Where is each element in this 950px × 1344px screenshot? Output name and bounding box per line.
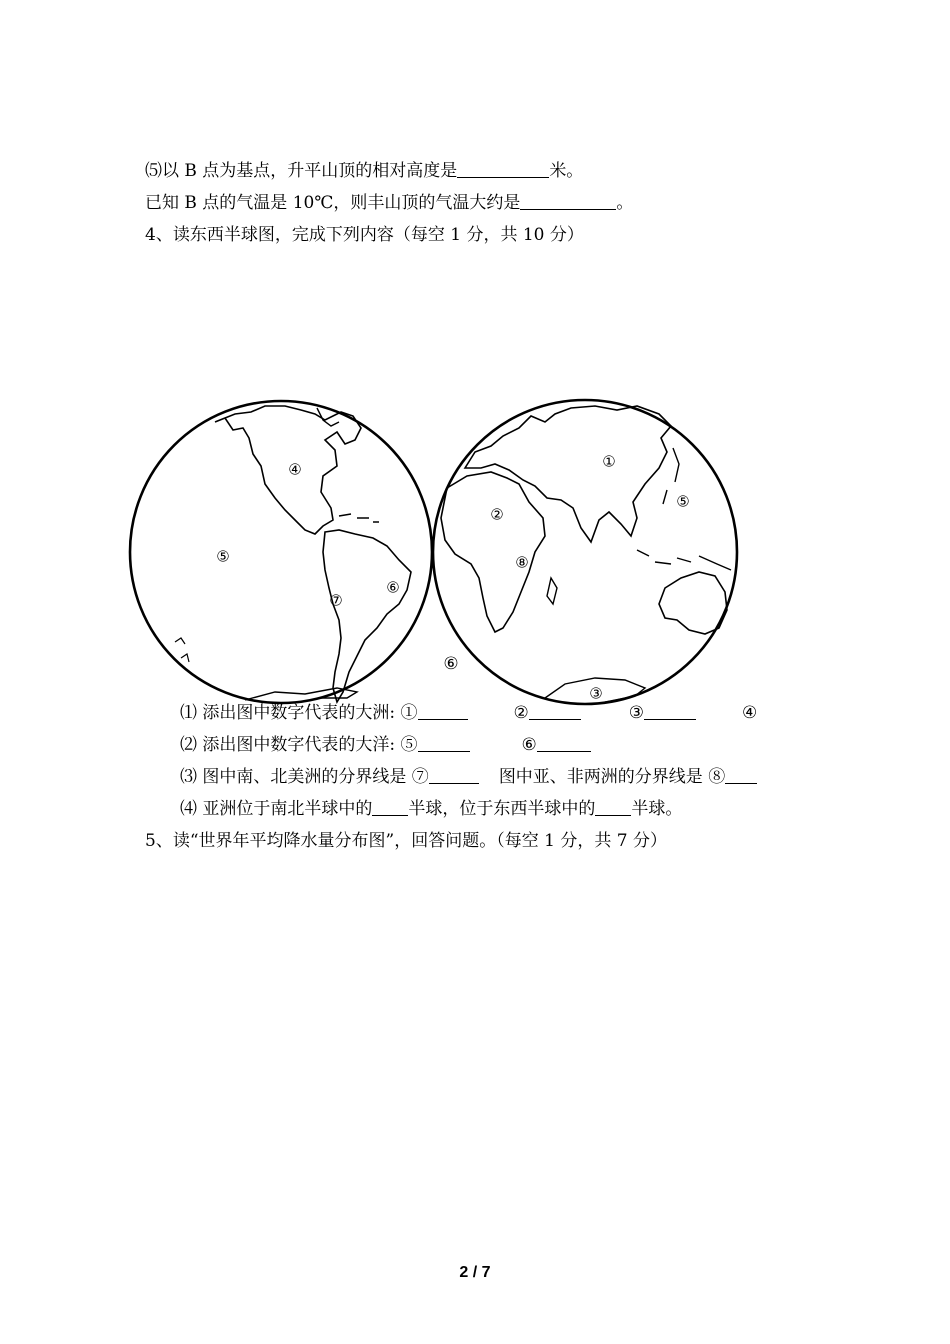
q3-line5-suffix: 米。 [549,161,584,181]
q4-sub4-c: 半球。 [631,799,683,819]
label-east-1: ① [602,452,616,471]
q4-sub3 [180,766,757,788]
q4-sub3-mid: 图中亚、非两洲的分界线是 ⑧ [498,767,726,787]
answer-blank[interactable] [537,734,591,752]
label-west-7: ⑦ [329,591,343,610]
map-labels [216,453,689,703]
label-west-4: ④ [288,460,302,479]
q3-line-relative-height [145,160,583,182]
q4-sub1-c4: ④ [742,703,758,723]
q4-sub4-a: ⑷ 亚洲位于南北半球中的 [180,799,373,819]
label-west-5: ⑤ [216,547,230,566]
western-hemisphere-outline [130,401,432,703]
label-below-6: ⑥ [443,654,459,674]
q4-sub2-text: ⑵ 添出图中数字代表的大洋: ⑤ [180,735,418,755]
q4-title: 4、读东西半球图，完成下列内容（每空 1 分，共 10 分） [145,225,584,245]
label-east-5: ⑤ [676,492,690,511]
q4-sub4 [180,798,682,820]
eastern-hemisphere-outline [433,400,737,704]
page-number: 2 / 7 [459,1264,491,1281]
q4-sub1-text: ⑴ 添出图中数字代表的大洲: ① [180,703,418,723]
q3-line-temperature [145,192,633,214]
eastern-hemisphere [433,400,737,704]
q5-title: 5、读“世界年平均降水量分布图”，回答问题。（每空 1 分，共 7 分） [145,831,667,851]
answer-blank[interactable] [520,192,616,210]
caribbean-islands [339,514,379,522]
answer-blank[interactable] [457,160,549,178]
label-west-6: ⑥ [386,578,400,597]
q4-sub2 [180,734,591,756]
q3-line6-prefix: 已知 B 点的气温是 10℃，则丰山顶的气温大约是 [145,193,521,213]
q3-line5-prefix: ⑸以 B 点为基点，升平山顶的相对高度是 [145,161,458,181]
madagascar-outline [547,578,557,604]
answer-blank[interactable] [529,702,581,720]
answer-blank[interactable] [418,702,468,720]
q4-sub1-c3: ③ [628,703,645,723]
answer-blank[interactable] [418,734,470,752]
q4-sub4-b: 半球，位于东西半球中的 [408,799,596,819]
answer-blank[interactable] [725,766,757,784]
answer-blank[interactable] [429,766,479,784]
answer-blank[interactable] [595,798,631,816]
west-islands [175,638,189,662]
africa-outline [441,472,545,632]
q3-line6-suffix: 。 [616,193,634,213]
western-hemisphere [130,401,432,703]
se-asia-islands [637,550,731,570]
hemisphere-maps [125,392,745,712]
label-east-2: ② [490,505,504,524]
q4-sub1-c2: ② [513,703,529,723]
label-east-8: ⑧ [515,553,529,572]
answer-blank[interactable] [644,702,696,720]
answer-blank[interactable] [372,798,408,816]
q4-sub3-text: ⑶ 图中南、北美洲的分界线是 ⑦ [180,767,429,787]
label-east-3: ③ [589,684,603,703]
australia-outline [659,572,727,634]
q4-sub1 [180,702,757,724]
q4-sub2-c6: ⑥ [521,735,537,755]
